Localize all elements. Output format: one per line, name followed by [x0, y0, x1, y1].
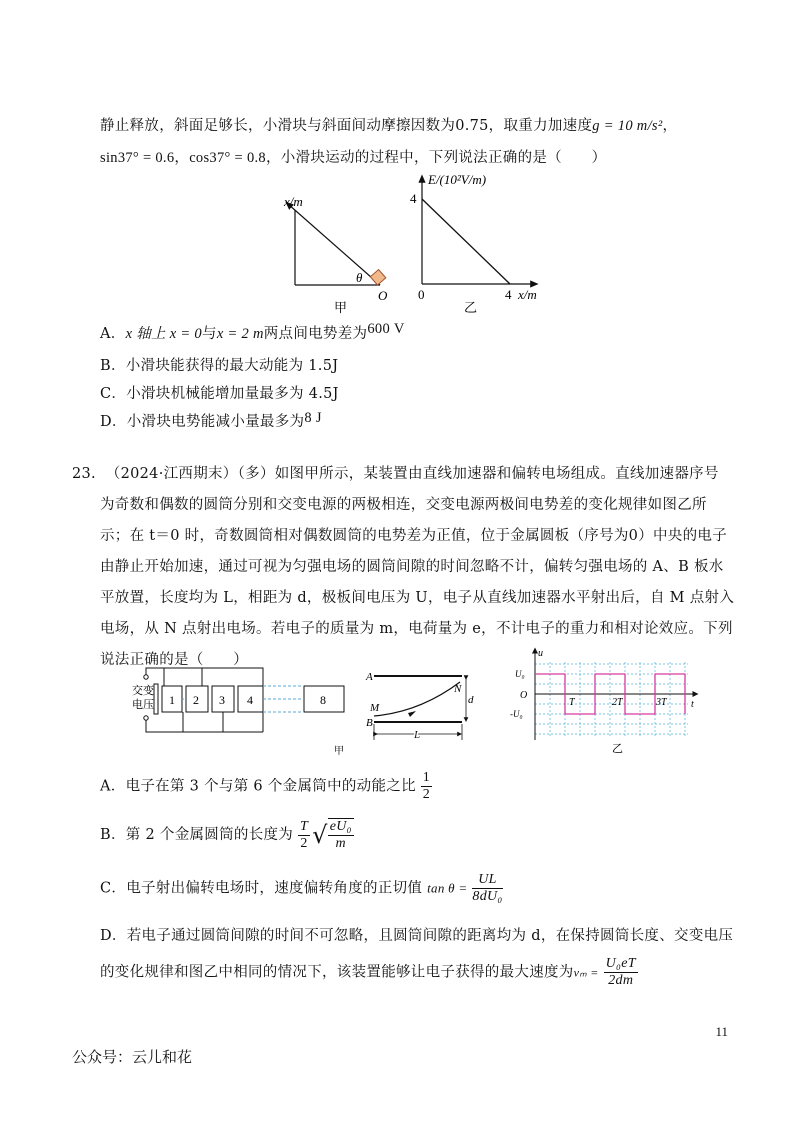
q23-text-0: （2024·江西期末）（多）如图甲所示，某装置由直线加速器和偏转电场组成。直线加速器序号 [105, 466, 719, 482]
tick-2t: 2T [612, 697, 623, 708]
figure-caption-jia: 甲 [334, 300, 348, 315]
plate-b-label: B [366, 717, 373, 729]
q23-option-a-label: A． [100, 778, 126, 795]
vmax-lhs: vₘ = [573, 965, 599, 980]
q23-line-3 [100, 555, 724, 576]
tube-4-label: 4 [247, 693, 253, 707]
incline-x-axis [288, 204, 380, 285]
terminal-top [144, 675, 148, 679]
q22-option-c [100, 382, 339, 403]
gravity-expr: g = 10 m/s² [592, 118, 663, 134]
q22-line1-text: 静止释放，斜面足够长，小滑块与斜面间动摩擦因数为0.75，取重力加速度 [100, 118, 593, 134]
tan-lhs: tan θ = [427, 880, 468, 896]
q23-text-3: 由静止开始加速，通过可视为匀强电场的圆筒间隙的时间忽略不计，偏转匀强电场的 A、B 板水 [100, 559, 724, 575]
option-b-text: 小滑块能获得的最大动能为 1.5J [125, 358, 339, 374]
option-a-expr2: x = 2 m [216, 326, 264, 342]
metal-plate [154, 684, 158, 714]
tube-3-label: 3 [219, 693, 225, 707]
terminal-bottom [144, 716, 148, 720]
tube-1-label: 1 [169, 693, 175, 707]
option-a-value: 600 V [367, 321, 405, 337]
q22-option-a [100, 322, 405, 343]
q22-option-b [100, 354, 338, 375]
ratio-fraction [421, 770, 432, 803]
length-fraction [298, 819, 310, 852]
electron-trajectory [374, 682, 460, 716]
option-d-label: D． [100, 414, 127, 430]
figure-caption-yi: 乙 [464, 300, 478, 315]
ratio-num: 1 [422, 770, 431, 785]
tube-8-label: 8 [320, 693, 326, 707]
q23-text-4: 平放置，长度均为 L，相距为 d，极板间电压为 U，电子从直线加速器水平射出后，自 M 点射入 [100, 590, 735, 606]
tick-3t: 3T [656, 697, 667, 708]
cos-expr: cos37° = 0.8 [189, 150, 266, 166]
q23-line-2 [100, 524, 727, 545]
q23-option-d-line2 [100, 956, 638, 989]
q23-text-2: 示；在 t＝0 时，奇数圆筒相对偶数圆筒的电势差为正值，位于金属圆板（序号为0）中央的电子 [100, 528, 727, 544]
point-n-label: N [454, 683, 462, 695]
q23-option-a-text: 电子在第 3 个与第 6 个金属筒中的动能之比 [125, 778, 416, 795]
theta-label: θ [356, 270, 363, 285]
t-axis-label: t [691, 699, 694, 710]
q23-figure-accelerator [128, 660, 350, 760]
page-number: 11 [715, 1024, 728, 1039]
figure-caption-jia-2: 甲 [334, 746, 344, 757]
q23-line-0 [72, 462, 719, 483]
q22-line2: sin37° = 0.6，cos37° = 0.8，小滑块运动的过程中，下列说法正确的是（ ） [100, 150, 607, 166]
tan-den: 8dU₀ [472, 889, 503, 904]
tan-num: UL [472, 872, 502, 889]
length-frac-den: 2 [300, 835, 308, 851]
vmax-fraction [604, 956, 638, 989]
q23-line-4 [100, 586, 734, 607]
incline-origin-label: O [378, 288, 388, 303]
sqrt-den: m [335, 836, 346, 851]
option-a-label: A． [100, 326, 126, 342]
u-axis-label: u [538, 648, 543, 659]
option-c-text: 小滑块机械能增加量最多为 4.5J [126, 386, 339, 402]
x-tick-4: 4 [505, 287, 512, 302]
q23-option-b-text: 第 2 个金属圆筒的长度为 [125, 827, 294, 843]
q23-text-6: 说法正确的是（ ） [100, 652, 248, 668]
option-c-label: C． [100, 386, 127, 402]
e-axis-label: E/(10²V/m) [428, 172, 487, 187]
option-a-post: 两点间电势差为 [263, 326, 368, 342]
length-frac-num: T [300, 818, 309, 834]
q22-line1: 静止释放，斜面足够长，小滑块与斜面间动摩擦因数为0.75，取重力加速度g = 10 m/s²， [100, 118, 678, 134]
q23-text-5: 电场，从 N 点射出电场。若电子的质量为 m，电荷量为 e，不计电子的重力和相对论效应。下列 [100, 621, 733, 637]
slider-block [370, 270, 386, 286]
q23-option-d-label: D． [100, 928, 127, 944]
option-b-label: B． [100, 358, 126, 374]
sqrt-sign: √ [312, 821, 328, 849]
neg-u0-label: -U₀ [510, 709, 523, 719]
q23-line-1 [100, 493, 707, 514]
option-a-mid: 与 [202, 326, 217, 342]
e-tick-4: 4 [410, 191, 417, 206]
option-d-text: 小滑块电势能减小量最多为 [126, 414, 305, 430]
q23-option-b-label: B． [100, 827, 126, 843]
tube-2-label: 2 [193, 693, 199, 707]
origin-o: O [520, 690, 528, 701]
figure-caption-yi-2: 乙 [612, 743, 623, 755]
length-l-label: L [414, 729, 421, 741]
tan-fraction [472, 872, 502, 905]
q22-line2-text: ，小滑块运动的过程中，下列说法正确的是（ ） [265, 150, 607, 166]
field-line [422, 199, 510, 284]
q22-option-d [100, 410, 322, 431]
q23-option-d-text2: 的变化规律和图乙中相同的情况下，该装置能够让电子获得的最大速度为 [100, 964, 574, 981]
q23-figure-voltage [508, 644, 702, 756]
q23-line-5 [100, 617, 733, 638]
q23-figure-deflection [350, 660, 480, 748]
option-a-pre: x 轴上 [125, 326, 170, 342]
q23-text-1: 为奇数和偶数的圆筒分别和交变电源的两极相连，交变电源两极间电势差的变化规律如图乙所 [100, 497, 707, 513]
point-m-label: M [370, 702, 380, 714]
plate-a-label: A [366, 671, 373, 683]
footer-wechat: 公众号：云儿和花 [72, 1048, 193, 1066]
option-d-value: 8 J [304, 410, 322, 426]
option-a-expr1: x = 0 [169, 326, 202, 342]
q23-option-b [100, 818, 354, 852]
sqrt-fraction [328, 818, 354, 852]
q23-option-c-label: C． [100, 880, 127, 897]
ratio-den: 2 [422, 787, 431, 802]
q23-number: 23. [72, 466, 96, 482]
x-axis-label: x/m [518, 287, 537, 302]
vmax-num: U₀eT [605, 956, 636, 971]
wire-even [146, 720, 263, 732]
tick-t: T [569, 697, 575, 708]
q23-option-c-text: 电子射出偏转电场时，速度偏转角度的正切值 [126, 880, 423, 897]
q23-option-d-text: 若电子通过圆筒间隙的时间不可忽略，且圆筒间隙的距离均为 d，在保持圆筒长度、交变电压 [126, 928, 734, 944]
ac-label-2: 电压 [132, 699, 154, 711]
sqrt-num: eU₀ [329, 819, 352, 834]
u0-label: U₀ [515, 669, 525, 679]
q23-option-c [100, 872, 503, 905]
gap-d-label: d [468, 694, 474, 706]
q22-figure-yi [410, 168, 560, 318]
origin-0: 0 [418, 287, 425, 302]
q22-figure-jia [270, 188, 410, 318]
vmax-den: 2dm [608, 973, 634, 988]
q23-option-a [100, 770, 432, 803]
q23-option-d [100, 924, 733, 945]
sin-expr: sin37° = 0.6 [100, 150, 175, 166]
incline-x-label: x/m [284, 194, 303, 209]
ac-label-1: 交变 [132, 685, 154, 697]
